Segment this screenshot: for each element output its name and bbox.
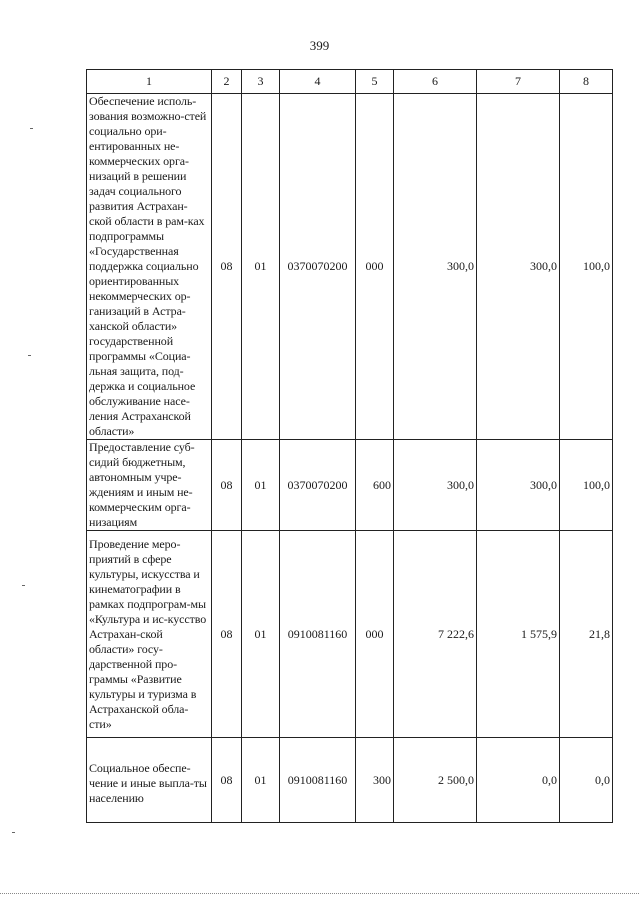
row-name: Предоставление суб-сидий бюджетным, автономным учре-ждениям и иным не-коммерческим орга-низациям bbox=[87, 440, 212, 531]
amount-planned: 7 222,6 bbox=[394, 531, 477, 738]
execution-percent: 100,0 bbox=[560, 94, 613, 440]
column-header: 8 bbox=[560, 70, 613, 94]
budget-table bbox=[86, 69, 613, 823]
amount-planned: 300,0 bbox=[394, 94, 477, 440]
amount-planned: 300,0 bbox=[394, 440, 477, 531]
row-name: Обеспечение исполь-зования возможно-стей социально ори-ентированных не-коммерческих орга-низаций в решении задач социального развития Астрахан-ской области в рам-ках подпрограммы «Государственная поддержка социально ориентированных некоммерческих ор-ганизаций в Астра-ханской области» государственной программы «Социа-льная защита, под-держка и социальное обслуживание насе-ления Астраханской области» bbox=[87, 94, 212, 440]
scan-speck bbox=[12, 832, 15, 833]
subsection-code: 01 bbox=[242, 440, 280, 531]
target-article-code: 0910081160 bbox=[280, 531, 356, 738]
section-code: 08 bbox=[212, 738, 242, 823]
section-code: 08 bbox=[212, 440, 242, 531]
target-article-code: 0370070200 bbox=[280, 94, 356, 440]
target-article-code: 0370070200 bbox=[280, 440, 356, 531]
row-name: Проведение меро-приятий в сфере культуры, искусства и кинематографии в рамках подпрограм-мы «Культура и ис-кусство Астрахан-ской области» госу-дарственной про-граммы «Развитие культуры и туризма в Астраханской обла-сти» bbox=[87, 531, 212, 738]
column-header: 4 bbox=[280, 70, 356, 94]
column-header: 3 bbox=[242, 70, 280, 94]
table-row bbox=[87, 738, 613, 823]
amount-planned: 2 500,0 bbox=[394, 738, 477, 823]
amount-executed: 0,0 bbox=[477, 738, 560, 823]
expense-type-code: 000 bbox=[356, 94, 394, 440]
table-row bbox=[87, 531, 613, 738]
column-header: 6 bbox=[394, 70, 477, 94]
expense-type-code: 000 bbox=[356, 531, 394, 738]
expense-type-code: 300 bbox=[356, 738, 394, 823]
execution-percent: 100,0 bbox=[560, 440, 613, 531]
table-row bbox=[87, 440, 613, 531]
section-code: 08 bbox=[212, 94, 242, 440]
table-row bbox=[87, 94, 613, 440]
subsection-code: 01 bbox=[242, 94, 280, 440]
scan-edge-line bbox=[0, 893, 639, 894]
amount-executed: 300,0 bbox=[477, 440, 560, 531]
column-header: 1 bbox=[87, 70, 212, 94]
header-row bbox=[87, 70, 613, 94]
column-header: 7 bbox=[477, 70, 560, 94]
subsection-code: 01 bbox=[242, 531, 280, 738]
scan-speck bbox=[30, 128, 33, 129]
amount-executed: 300,0 bbox=[477, 94, 560, 440]
page-number: 399 bbox=[309, 38, 330, 53]
expense-type-code: 600 bbox=[356, 440, 394, 531]
execution-percent: 21,8 bbox=[560, 531, 613, 738]
target-article-code: 0910081160 bbox=[280, 738, 356, 823]
execution-percent: 0,0 bbox=[560, 738, 613, 823]
scan-speck bbox=[22, 585, 25, 586]
subsection-code: 01 bbox=[242, 738, 280, 823]
column-header: 2 bbox=[212, 70, 242, 94]
row-name: Социальное обеспе-чение и иные выпла-ты населению bbox=[87, 738, 212, 823]
section-code: 08 bbox=[212, 531, 242, 738]
scan-speck bbox=[28, 355, 31, 356]
column-header: 5 bbox=[356, 70, 394, 94]
amount-executed: 1 575,9 bbox=[477, 531, 560, 738]
